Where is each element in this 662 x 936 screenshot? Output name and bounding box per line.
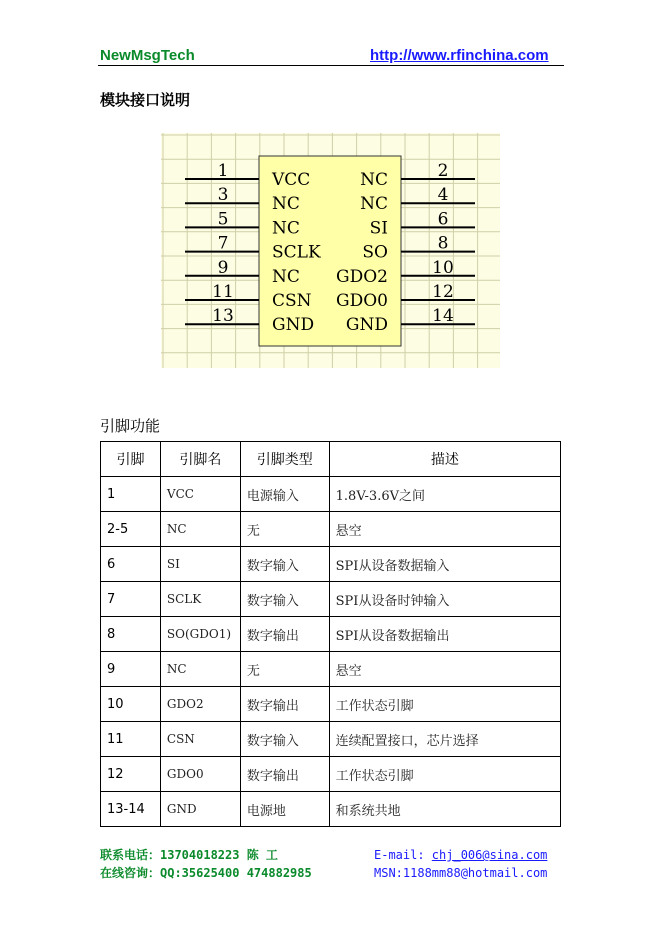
pin-function-table [100,441,561,827]
col-header-pin-name: 引脚名 [160,442,240,477]
cell-pin-type: 数字输出 [240,617,329,652]
cell-pin: 1 [101,477,161,512]
header-rule [98,65,564,66]
right-pin-number: 14 [432,306,454,327]
table-row [101,582,561,617]
left-pin-number: 7 [217,233,229,254]
left-pin-label: NC [272,218,300,239]
cell-pin-name: GND [160,792,240,827]
left-pin-label: SCLK [272,242,321,263]
left-pin-number: 13 [212,306,234,327]
right-pin-label: GND [345,315,388,336]
cell-pin: 11 [101,722,161,757]
cell-pin-type: 数字输出 [240,757,329,792]
cell-pin-type: 数字输入 [240,547,329,582]
cell-pin: 7 [101,582,161,617]
cell-pin-name: SCLK [160,582,240,617]
left-pin-label: NC [272,266,300,287]
cell-pin-name: SO(GDO1) [160,617,240,652]
module-title: 模块接口说明 [100,91,191,109]
cell-pin-type: 电源地 [240,792,329,827]
right-pin-number: 12 [432,282,454,302]
cell-description: 连续配置接口，芯片选择 [329,722,560,757]
cell-description: SPI从设备数据输入 [329,547,560,582]
cell-pin-type: 数字输入 [240,582,329,617]
left-pin-label: NC [272,194,300,215]
col-header-pin: 引脚 [101,442,161,477]
left-pin-label: CSN [272,291,312,311]
header-url-link[interactable]: http://www.rfinchina.com [370,47,549,64]
left-pin-label: VCC [272,170,311,190]
cell-pin: 6 [101,547,161,582]
cell-description: 和系统共地 [329,792,560,827]
cell-pin: 8 [101,617,161,652]
col-header-pin-type: 引脚类型 [240,442,329,477]
cell-description: SPI从设备数据输出 [329,617,560,652]
email-label: E-mail: [374,848,432,862]
contact-phone: 联系电话：13704018223 陈 工 [100,848,278,862]
cell-pin: 10 [101,687,161,722]
left-pin-label: GND [272,315,315,336]
footer [100,846,570,882]
table-row [101,652,561,687]
pins-title: 引脚功能 [100,417,161,435]
table-row [101,757,561,792]
left-pin-number: 3 [217,185,229,206]
cell-description: 工作状态引脚 [329,687,560,722]
cell-pin-type: 无 [240,652,329,687]
right-pin-number: 4 [437,185,449,206]
table-row [101,512,561,547]
right-pin-label: NC [360,194,388,215]
right-pin-label: SI [369,218,388,239]
table-row [101,617,561,652]
cell-description: 1.8V-3.6V之间 [329,477,560,512]
table-row [101,687,561,722]
left-pin-number: 1 [217,161,229,181]
right-pin-number: 2 [437,161,449,181]
header-brand: NewMsgTech [100,47,195,64]
table-row [101,477,561,512]
cell-pin: 13-14 [101,792,161,827]
cell-description: 悬空 [329,652,560,687]
msn-link[interactable]: MSN:1188mm88@hotmail.com [374,866,548,880]
pinout-diagram [161,133,500,368]
table-row [101,722,561,757]
right-pin-label: NC [360,170,388,190]
cell-pin-type: 无 [240,512,329,547]
cell-pin: 12 [101,757,161,792]
cell-pin-name: GDO2 [160,687,240,722]
cell-pin-name: NC [160,512,240,547]
table-row [101,792,561,827]
cell-pin-name: NC [160,652,240,687]
cell-pin-type: 电源输入 [240,477,329,512]
cell-description: SPI从设备时钟输入 [329,582,560,617]
online-consult: 在线咨询：QQ:35625400 474882985 [100,866,312,880]
cell-description: 悬空 [329,512,560,547]
cell-pin-name: GDO0 [160,757,240,792]
cell-pin-name: CSN [160,722,240,757]
cell-pin: 2-5 [101,512,161,547]
table-row [101,547,561,582]
cell-pin: 9 [101,652,161,687]
left-pin-number: 11 [212,282,234,302]
col-header-description: 描述 [329,442,560,477]
left-pin-number: 9 [217,257,229,278]
cell-description: 工作状态引脚 [329,757,560,792]
right-pin-number: 8 [437,233,449,254]
cell-pin-type: 数字输入 [240,722,329,757]
cell-pin-type: 数字输出 [240,687,329,722]
right-pin-label: SO [362,242,388,263]
cell-pin-name: VCC [160,477,240,512]
right-pin-number: 6 [437,209,449,230]
cell-pin-name: SI [160,547,240,582]
email-link[interactable]: chj_006@sina.com [431,848,548,862]
right-pin-label: GDO0 [336,291,388,311]
table-header-row [101,442,561,477]
right-pin-label: GDO2 [336,266,388,287]
left-pin-number: 5 [217,209,229,230]
right-pin-number: 10 [432,257,454,278]
